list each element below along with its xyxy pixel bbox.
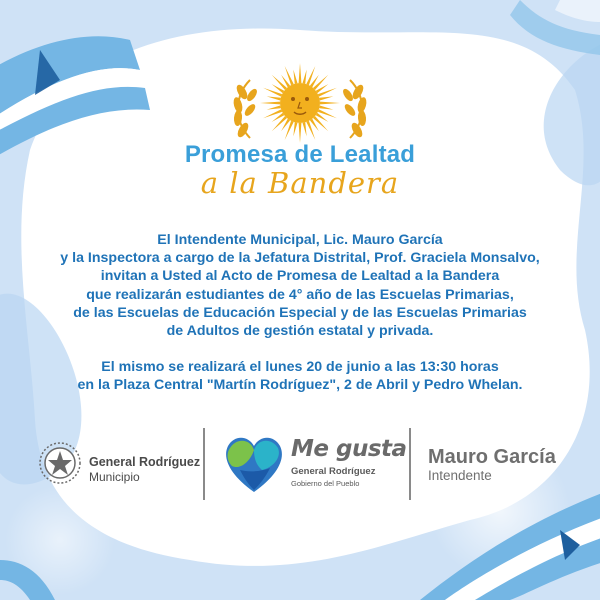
mayor-name: Mauro García [428, 446, 556, 468]
footer-divider [203, 428, 205, 500]
campaign-org: General Rodríguez [291, 466, 376, 477]
municipality-name: General Rodríguez [89, 455, 201, 469]
event-details-line: El mismo se realizará el lunes 20 de junio a las 13:30 horas [101, 359, 499, 376]
invitation-line: y la Inspectora a cargo de la Jefatura Distrital, Prof. Graciela Monsalvo, [60, 250, 540, 267]
campaign-title: Me gusta [291, 436, 407, 462]
campaign-tagline: Gobierno del Pueblo [291, 479, 360, 488]
event-details-line: en la Plaza Central "Martín Rodríguez", 2 de Abril y Pedro Whelan. [77, 377, 523, 394]
mayor-role: Intendente [428, 468, 492, 483]
invitation-line: invitan a Usted al Acto de Promesa de Lealtad a la Bandera [100, 268, 500, 285]
event-title: Promesa de Lealtad [184, 141, 416, 168]
invitation-line: de Adultos de gestión estatal y privada. [166, 323, 434, 340]
event-subtitle: a la Bandera [200, 166, 400, 200]
municipality-label: Municipio [89, 470, 140, 484]
invitation-line: que realizarán estudiantes de 4° año de las Escuelas Primarias, [86, 286, 514, 303]
invitation-text [40, 231, 560, 395]
invitation-line: de las Escuelas de Educación Especial y de las Escuelas Primarias [73, 304, 527, 321]
invitation-line: El Intendente Municipal, Lic. Mauro García [157, 232, 443, 248]
footer-divider [409, 428, 411, 500]
